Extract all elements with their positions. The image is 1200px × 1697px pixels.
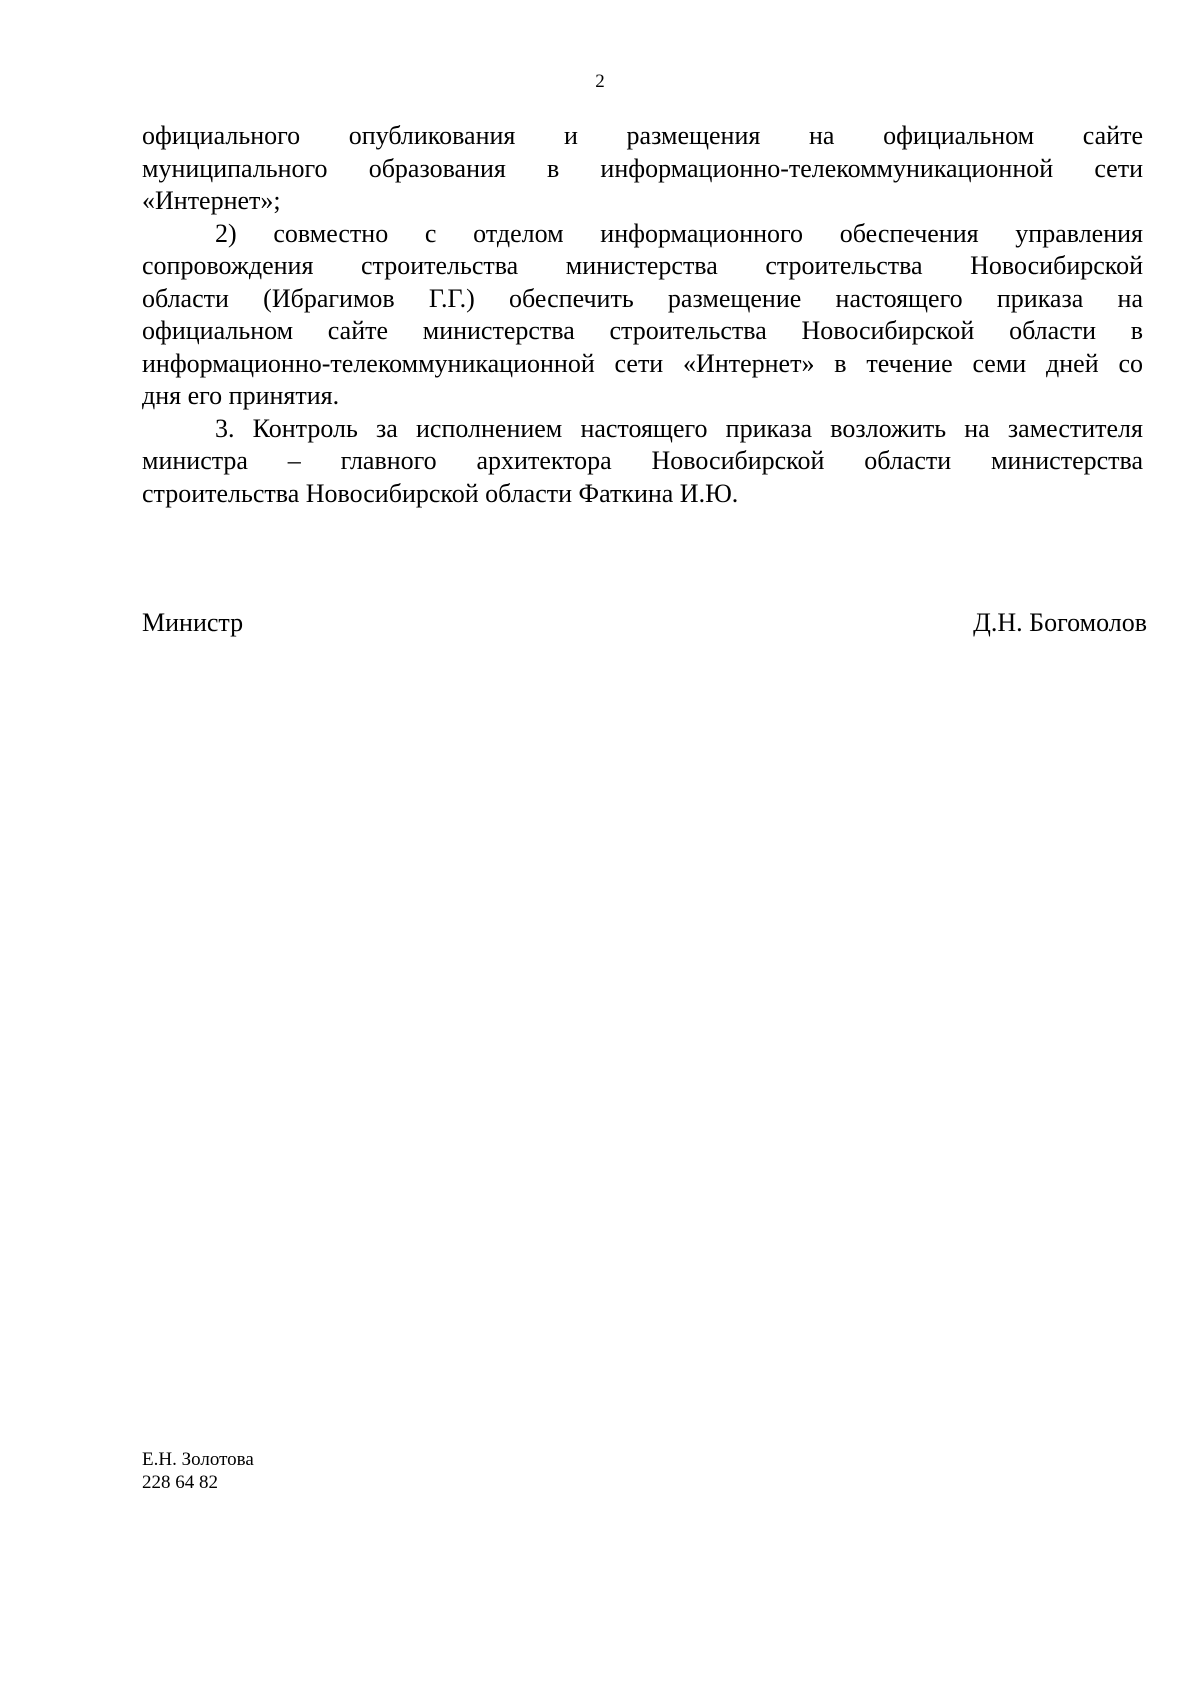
text-line: «Интернет»; [142, 186, 281, 215]
signatory-position: Министр [142, 608, 244, 637]
text-line: муниципального образования в информационно-телекоммуникационной сети [142, 153, 1143, 183]
executor-name: Е.Н. Золотова [142, 1449, 254, 1470]
text-line: области (Ибрагимов Г.Г.) обеспечить размещение настоящего приказа на [142, 283, 1143, 313]
text-line: сопровождения строительства министерства строительства Новосибирской [142, 251, 1143, 280]
text-line: дня его принятия. [142, 381, 340, 410]
paragraph-item-2 [142, 218, 1143, 413]
paragraph-publication [142, 120, 1143, 218]
page-number: 2 [595, 71, 605, 92]
paragraph-item-3 [142, 413, 1143, 511]
executor-phone: 228 64 82 [142, 1472, 218, 1493]
text-line: 3. Контроль за исполнением настоящего приказа возложить на заместителя [215, 413, 1143, 443]
document-body [142, 120, 1143, 510]
text-line: информационно-телекоммуникационной сети «Интернет» в течение семи дней со [142, 348, 1143, 378]
text-line: строительства Новосибирской области Фаткина И.Ю. [142, 478, 739, 508]
signature-block [142, 607, 1147, 639]
executor-block [142, 1448, 254, 1494]
text-line: официального опубликования и размещения на официальном сайте [142, 121, 1143, 150]
text-line: министра – главного архитектора Новосибирской области министерства [142, 446, 1143, 475]
text-line: 2) совместно с отделом информационного обеспечения управления [215, 218, 1143, 248]
signatory-name: Д.Н. Богомолов [973, 608, 1147, 637]
text-line: официальном сайте министерства строительства Новосибирской области в [142, 316, 1143, 345]
